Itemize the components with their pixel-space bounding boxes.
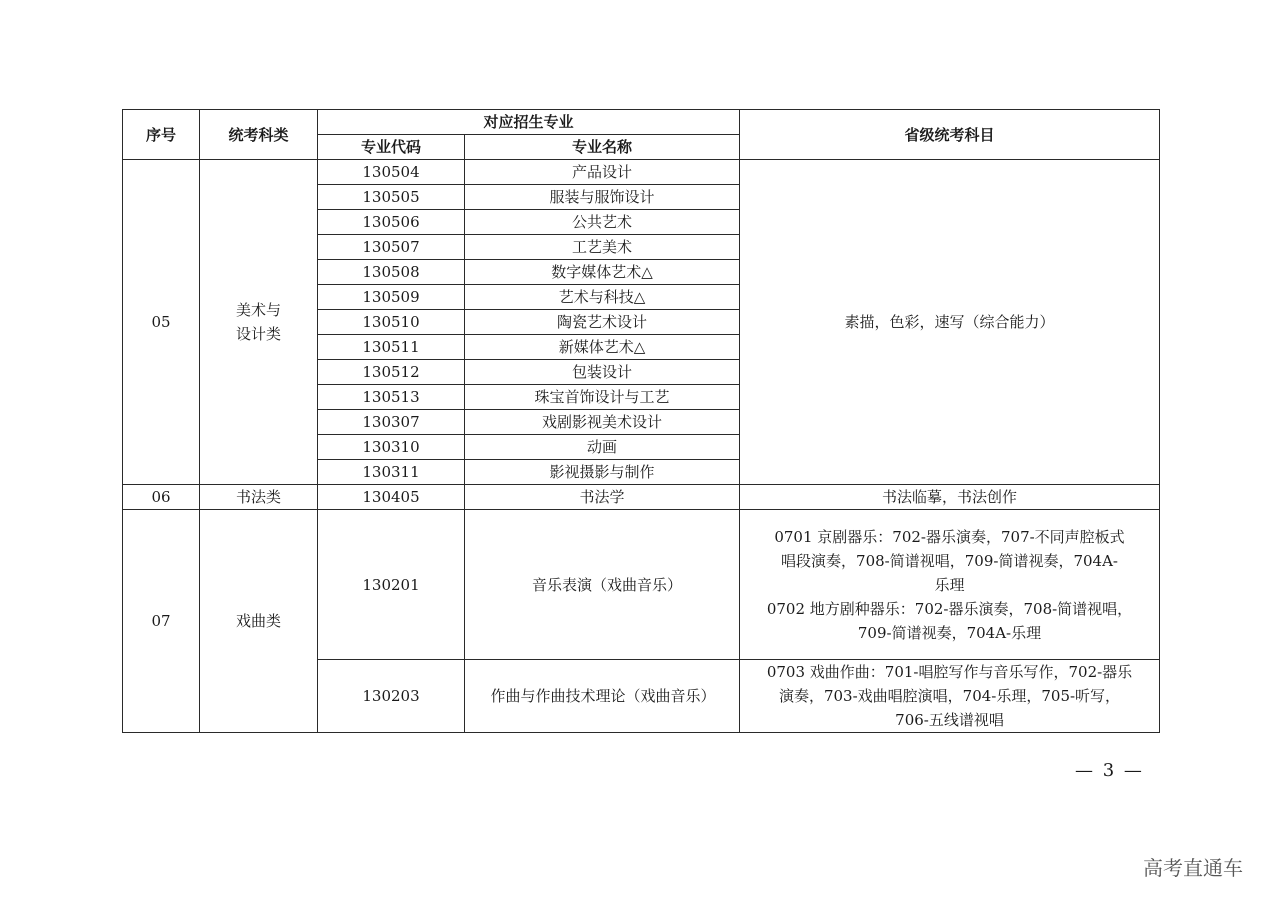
code-cell: 130307 [318,410,465,435]
subjects-cell [740,660,1160,733]
code-cell: 130311 [318,460,465,485]
name-cell: 戏剧影视美术设计 [465,410,740,435]
subject-line: 0701 京剧器乐：702-器乐演奏，707-不同声腔板式 [774,527,1125,546]
seq-cell: 07 [123,510,200,733]
code-cell: 130511 [318,335,465,360]
subject-line: 0703 戏曲作曲：701-唱腔写作与音乐写作，702-器乐 [766,663,1133,681]
subject-line: 706-五线谱视唱 [895,711,1004,729]
category-line: 美术与 [235,301,281,319]
header-code: 专业代码 [318,135,465,160]
name-cell: 新媒体艺术△ [465,335,740,360]
name-cell: 影视摄影与制作 [465,460,740,485]
subjects-cell [740,510,1160,660]
code-cell: 130505 [318,185,465,210]
category-cell [200,160,318,485]
watermark: 高考直通车 [1143,856,1243,880]
name-cell: 艺术与科技△ [465,285,740,310]
code-cell: 130405 [318,485,465,510]
subject-line: 乐理 [934,575,965,594]
subject-line: 唱段演奏，708-简谱视唱，709-简谱视奏，704A- [781,551,1118,570]
name-cell: 音乐表演（戏曲音乐） [465,510,740,660]
code-cell: 130512 [318,360,465,385]
subject-line: 0702 地方剧种器乐：702-器乐演奏，708-简谱视唱， [766,599,1133,618]
code-cell: 130509 [318,285,465,310]
seq-cell: 06 [123,485,200,510]
subjects-cell: 素描，色彩，速写（综合能力） [740,160,1160,485]
name-cell: 书法学 [465,485,740,510]
code-cell: 130506 [318,210,465,235]
category-cell: 戏曲类 [200,510,318,733]
code-cell: 130201 [318,510,465,660]
header-name: 专业名称 [465,135,740,160]
seq-cell: 05 [123,160,200,485]
subjects-cell: 书法临摹，书法创作 [740,485,1160,510]
name-cell: 产品设计 [465,160,740,185]
name-cell: 包装设计 [465,360,740,385]
table-row [123,485,1160,510]
header-majors-group: 对应招生专业 [318,110,740,135]
header-category: 统考科类 [200,110,318,160]
category-cell: 书法类 [200,485,318,510]
name-cell: 工艺美术 [465,235,740,260]
category-line: 设计类 [235,325,281,343]
header-subjects: 省级统考科目 [740,110,1160,160]
name-cell: 公共艺术 [465,210,740,235]
subject-line: 演奏，703-戏曲唱腔演唱，704-乐理，705-听写， [778,687,1121,705]
name-cell: 珠宝首饰设计与工艺 [465,385,740,410]
code-cell: 130510 [318,310,465,335]
code-cell: 130504 [318,160,465,185]
code-cell: 130513 [318,385,465,410]
admissions-table [122,109,1160,733]
name-cell: 服装与服饰设计 [465,185,740,210]
name-cell: 动画 [465,435,740,460]
page-number: — 3 — [1075,760,1144,781]
table-row [123,160,1160,185]
name-cell: 作曲与作曲技术理论（戏曲音乐） [465,660,740,733]
subject-line: 709-简谱视奏，704A-乐理 [857,623,1042,642]
code-cell: 130203 [318,660,465,733]
code-cell: 130508 [318,260,465,285]
name-cell: 陶瓷艺术设计 [465,310,740,335]
table-row [123,510,1160,660]
header-seq: 序号 [123,110,200,160]
name-cell: 数字媒体艺术△ [465,260,740,285]
code-cell: 130310 [318,435,465,460]
code-cell: 130507 [318,235,465,260]
